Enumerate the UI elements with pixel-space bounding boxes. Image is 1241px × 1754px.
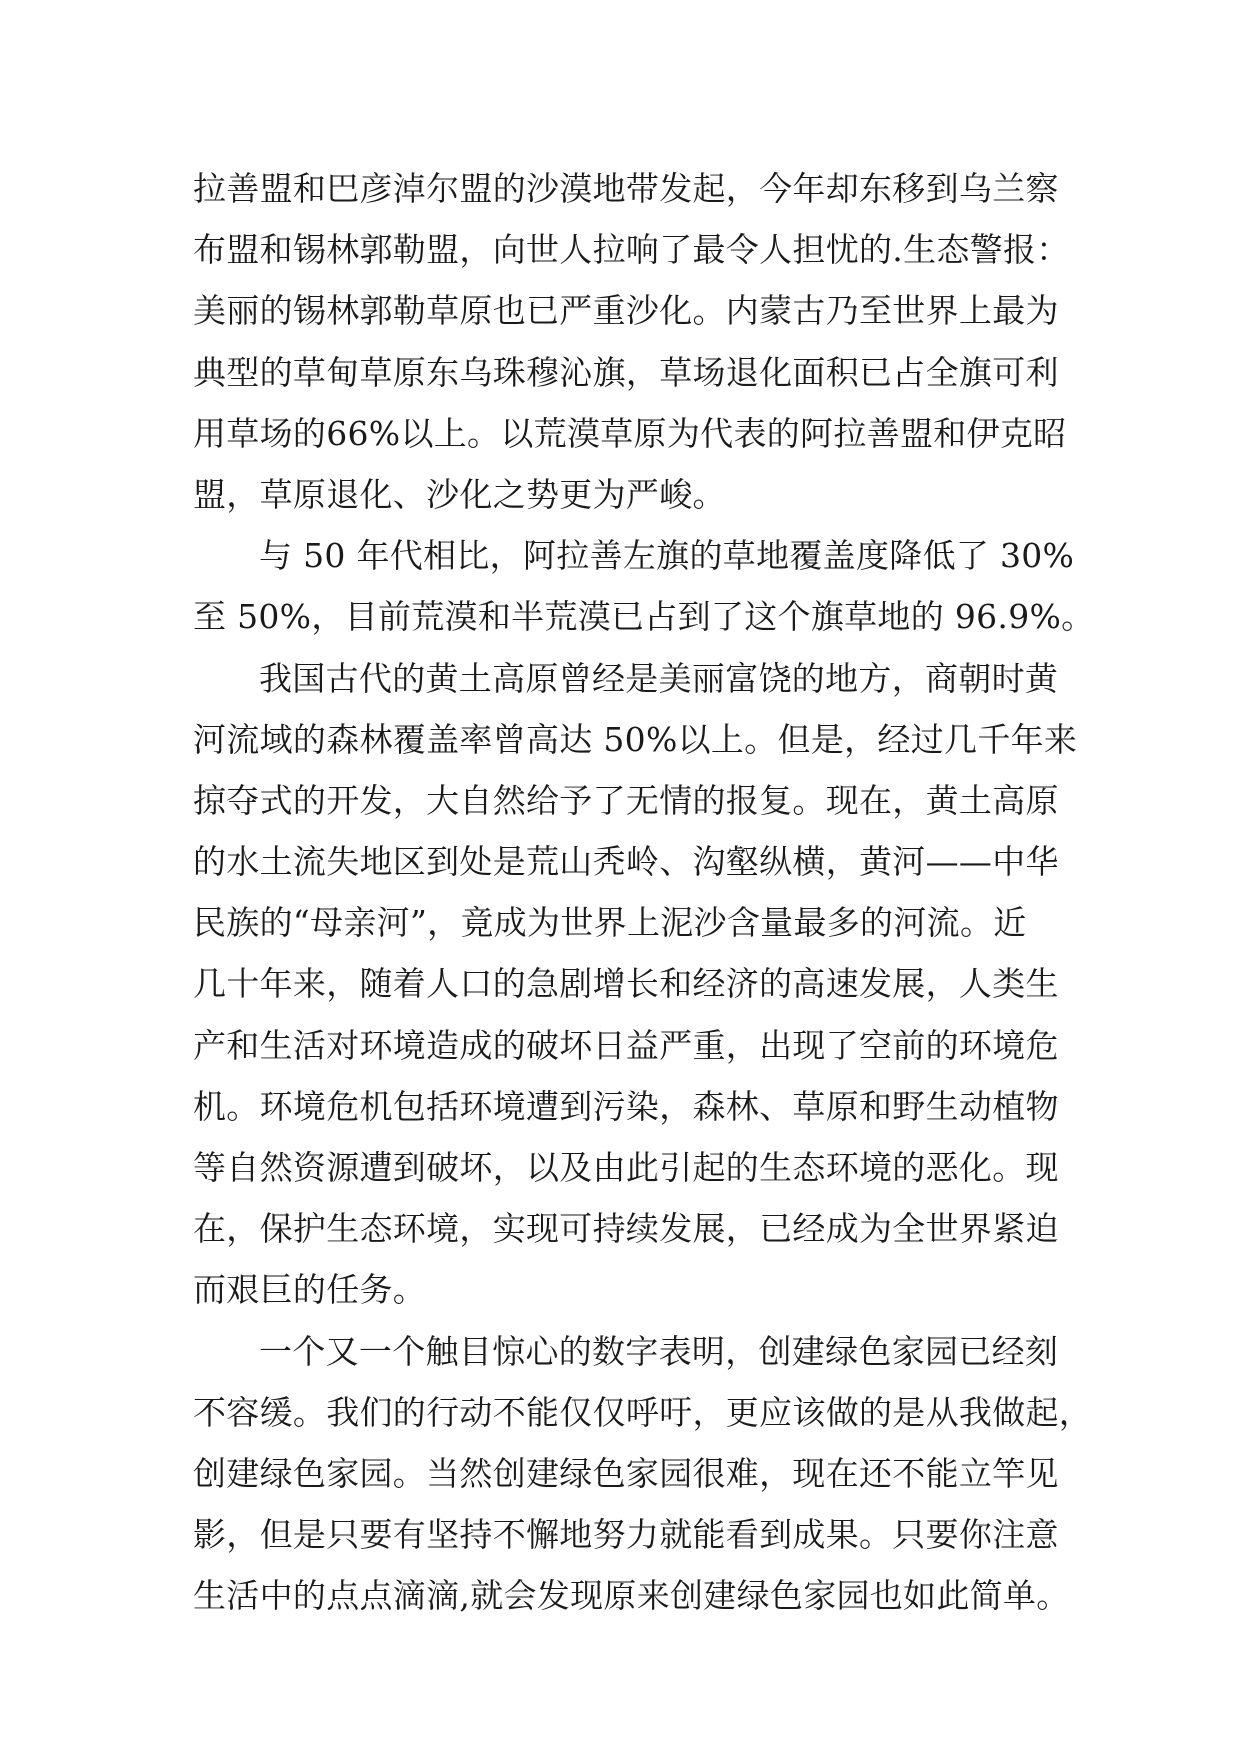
text-line: 河流域的森林覆盖率曾高达 50%以上。但是，经过几千年来 (193, 719, 1078, 759)
text-line: 民族的“母亲河”，竟成为世界上泥沙含量最多的河流。近 (193, 903, 1027, 943)
text-line: 的水土流失地区到处是荒山秃岭、沟壑纵横，黄河——中华 (193, 842, 1059, 882)
text-line: 我国古代的黄土高原曾经是美丽富饶的地方，商朝时黄 (259, 658, 1059, 698)
text-line: 典型的草甸草原东乌珠穆沁旗，草场退化面积已占全旗可利 (193, 352, 1059, 392)
text-line: 与 50 年代相比，阿拉善左旗的草地覆盖度降低了 30% (259, 536, 1075, 576)
text-line: 机。环境危机包括环境遭到污染，森林、草原和野生动植物 (193, 1086, 1059, 1126)
text-line: 创建绿色家园。当然创建绿色家园很难，现在还不能立竿见 (193, 1453, 1059, 1493)
text-line: 影，但是只要有坚持不懈地努力就能看到成果。只要你注意 (193, 1515, 1059, 1555)
text-line: 用草场的66%以上。以荒漠草原为代表的阿拉善盟和伊克昭 (193, 413, 1067, 453)
text-line: 一个又一个触目惊心的数字表明，创建绿色家园已经刻 (259, 1331, 1059, 1371)
text-line: 至 50%，目前荒漠和半荒漠已占到了这个旗草地的 96.9%。 (193, 597, 1095, 637)
document-body (193, 158, 1095, 1627)
text-line: 掠夺式的开发，大自然给予了无情的报复。现在，黄土高原 (193, 780, 1059, 820)
text-line: 美丽的锡林郭勒草原也已严重沙化。内蒙古乃至世界上最为 (193, 291, 1059, 331)
text-line: 产和生活对环境造成的破坏日益严重，出现了空前的环境危 (193, 1025, 1059, 1065)
text-line: 等自然资源遭到破坏，以及由此引起的生态环境的恶化。现 (193, 1148, 1059, 1187)
text-line: 拉善盟和巴彦淖尔盟的沙漠地带发起，今年却东移到乌兰察 (193, 169, 1059, 208)
text-line: 布盟和锡林郭勒盟，向世人拉响了最令人担忧的.生态警报： (193, 230, 1070, 270)
text-line: 在，保护生态环境，实现可持续发展，已经成为全世界紧迫 (193, 1209, 1059, 1249)
text-line: 生活中的点点滴滴,就会发现原来创建绿色家园也如此简单。 (193, 1576, 1070, 1616)
text-line: 不容缓。我们的行动不能仅仅呼吁，更应该做的是从我做起， (193, 1392, 1093, 1432)
text-line: 盟，草原退化、沙化之势更为严峻。 (193, 474, 726, 514)
text-line: 几十年来，随着人口的急剧增长和经济的高速发展，人类生 (193, 964, 1059, 1004)
text-line: 而艰巨的任务。 (193, 1270, 427, 1310)
